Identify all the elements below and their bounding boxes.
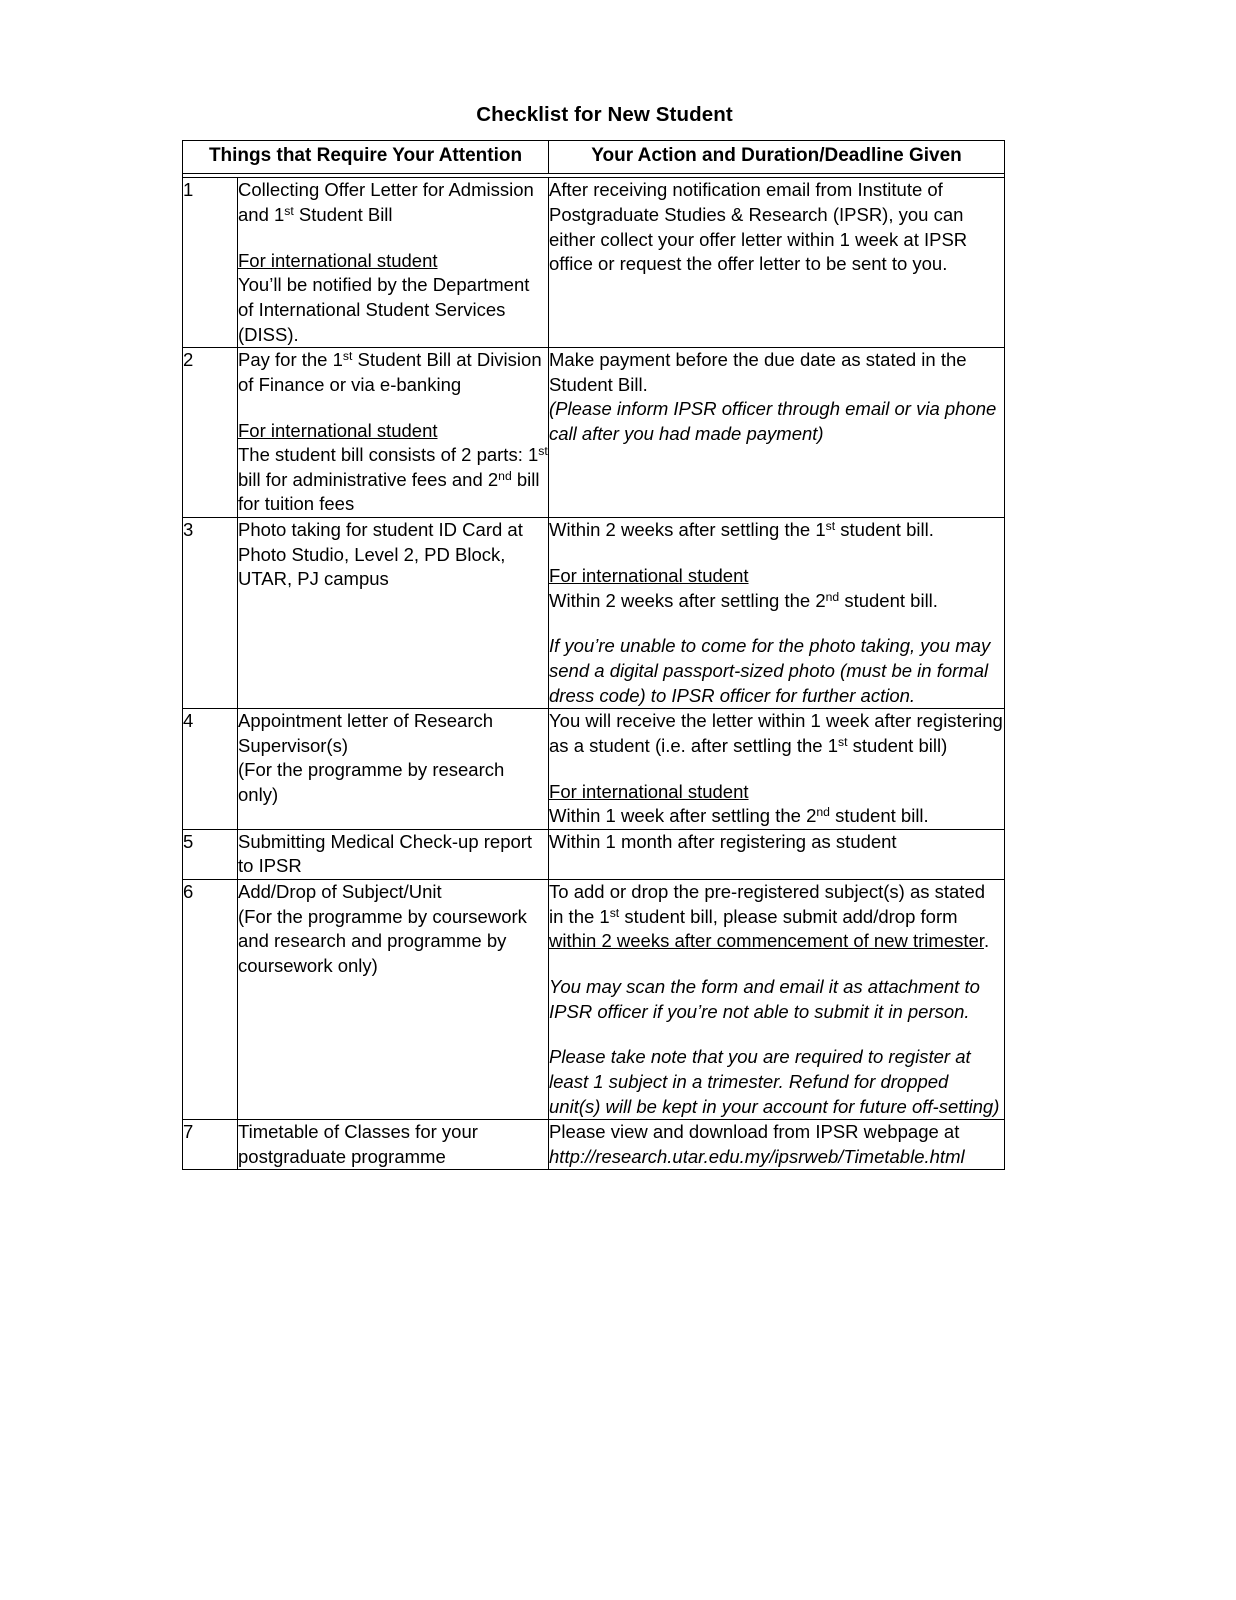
action-paragraph <box>549 804 1004 829</box>
row-number: 7 <box>183 1120 238 1170</box>
row-action-cell <box>549 1120 1005 1170</box>
action-paragraph: Make payment before the due date as stated in the Student Bill. <box>549 349 967 395</box>
table-header-row <box>183 141 1005 174</box>
things-paragraph: Appointment letter of Research Supervisor(s) <box>238 710 494 756</box>
row-things-cell <box>238 879 549 1119</box>
action-paragraph <box>549 880 1004 954</box>
action-note-italic: Please take note that you are required to register at least 1 subject in a trimester. Refund for dropped unit(s) will be kept in your account for future off-setting) <box>549 1046 1000 1117</box>
ordinal-suffix: st <box>342 349 353 364</box>
table-row <box>183 518 1005 709</box>
timetable-url[interactable]: http://research.utar.edu.my/ipsrweb/Timetable.html <box>549 1145 965 1167</box>
row-things-cell <box>238 1120 549 1170</box>
action-paragraph <box>549 518 1004 543</box>
action-paragraph <box>549 589 1004 614</box>
row-things-cell <box>238 178 549 348</box>
row-number: 6 <box>183 879 238 1119</box>
things-paragraph <box>238 178 548 227</box>
row-action-cell <box>549 829 1005 879</box>
deadline-emphasis: within 2 weeks after commencement of new trimester <box>549 930 984 952</box>
checklist-table <box>182 140 1005 1170</box>
international-student-heading: For international student <box>549 564 749 586</box>
text-fragment: Within 1 week after settling the 2 <box>549 805 817 827</box>
things-paragraph: Timetable of Classes for your postgraduate programme <box>238 1121 478 1167</box>
row-number: 2 <box>183 348 238 518</box>
column-header-things: Things that Require Your Attention <box>183 141 549 174</box>
things-paragraph: You’ll be notified by the Department of International Student Services (DISS). <box>238 274 530 345</box>
text-fragment: Collecting Offer Letter for Admission and 1 <box>238 179 534 225</box>
text-fragment: Pay for the 1 <box>238 349 343 371</box>
ordinal-suffix: nd <box>825 589 840 604</box>
text-fragment: student bill. <box>839 589 938 611</box>
action-note-italic: You may scan the form and email it as attachment to IPSR officer if you’re not able to submit it in person. <box>549 976 980 1022</box>
row-action-cell <box>549 178 1005 348</box>
things-paragraph: (For the programme by coursework and research and programme by coursework only) <box>238 905 527 976</box>
action-paragraph: Please view and download from IPSR webpage at <box>549 1121 960 1143</box>
action-paragraph <box>549 709 1004 758</box>
row-things-cell <box>238 829 549 879</box>
row-number: 1 <box>183 178 238 348</box>
text-fragment: Student Bill at Division of Finance or via e-banking <box>238 349 542 395</box>
things-paragraph: Submitting Medical Check-up report to IPSR <box>238 830 533 877</box>
text-fragment: student bill. <box>835 519 934 541</box>
text-fragment: You will receive the letter within 1 week after registering as a student (i.e. after settling the 1 <box>549 710 1003 756</box>
column-header-action: Your Action and Duration/Deadline Given <box>549 141 1005 174</box>
international-student-heading: For international student <box>238 419 438 441</box>
action-note-italic: If you’re unable to come for the photo taking, you may send a digital passport-sized photo (must be in formal dress code) to IPSR officer for further action. <box>549 635 991 706</box>
ordinal-suffix: nd <box>816 805 830 820</box>
international-student-heading: For international student <box>238 249 438 271</box>
things-paragraph <box>238 348 548 397</box>
ordinal-suffix: st <box>609 905 620 920</box>
action-paragraph: After receiving notification email from Institute of Postgraduate Studies & Research (IPSR), you can either collect your offer letter within 1 week at IPSR office or request the offer letter to be sent to you. <box>549 179 968 275</box>
action-paragraph: Within 1 month after registering as student <box>549 830 897 852</box>
row-action-cell <box>549 879 1005 1119</box>
text-fragment: Within 2 weeks after settling the 2 <box>549 589 826 611</box>
things-paragraph: Photo taking for student ID Card at Photo Studio, Level 2, PD Block, UTAR, PJ campus <box>238 519 523 590</box>
action-note-italic: (Please inform IPSR officer through email or via phone call after you had made payment) <box>549 398 997 445</box>
row-number: 5 <box>183 829 238 879</box>
table-row <box>183 178 1005 348</box>
ordinal-suffix: st <box>538 444 548 459</box>
page-title: Checklist for New Student <box>476 103 733 126</box>
international-student-heading: For international student <box>549 780 749 802</box>
text-fragment: Student Bill <box>293 204 393 225</box>
text-fragment: student bill, please submit add/drop form <box>619 905 958 927</box>
text-fragment: student bill. <box>829 805 929 827</box>
text-fragment: bill for tuition fees <box>238 468 540 515</box>
row-action-cell <box>549 518 1005 709</box>
text-fragment: student bill) <box>847 734 948 756</box>
text-fragment: The student bill consists of 2 parts: 1 <box>238 444 539 466</box>
table-row <box>183 879 1005 1119</box>
table-row <box>183 348 1005 518</box>
text-fragment: Within 2 weeks after settling the 1 <box>549 519 826 541</box>
row-things-cell <box>238 348 549 518</box>
things-paragraph: (For the programme by research only) <box>238 759 505 805</box>
ordinal-suffix: st <box>838 734 848 749</box>
row-number: 4 <box>183 709 238 830</box>
row-number: 3 <box>183 518 238 709</box>
text-fragment: bill for administrative fees and 2 <box>238 468 499 490</box>
row-action-cell <box>549 348 1005 518</box>
row-things-cell <box>238 709 549 830</box>
ordinal-suffix: nd <box>498 469 512 484</box>
row-things-cell <box>238 518 549 709</box>
ordinal-suffix: st <box>825 519 836 534</box>
things-paragraph <box>238 443 548 517</box>
text-fragment: To add or drop the pre-registered subject(s) as stated in the 1 <box>549 880 986 927</box>
table-row <box>183 829 1005 879</box>
ordinal-suffix: st <box>284 204 294 219</box>
text-fragment: . <box>983 930 990 952</box>
row-action-cell <box>549 709 1005 830</box>
table-row <box>183 709 1005 830</box>
table-row <box>183 1120 1005 1170</box>
things-paragraph: Add/Drop of Subject/Unit <box>238 880 442 902</box>
